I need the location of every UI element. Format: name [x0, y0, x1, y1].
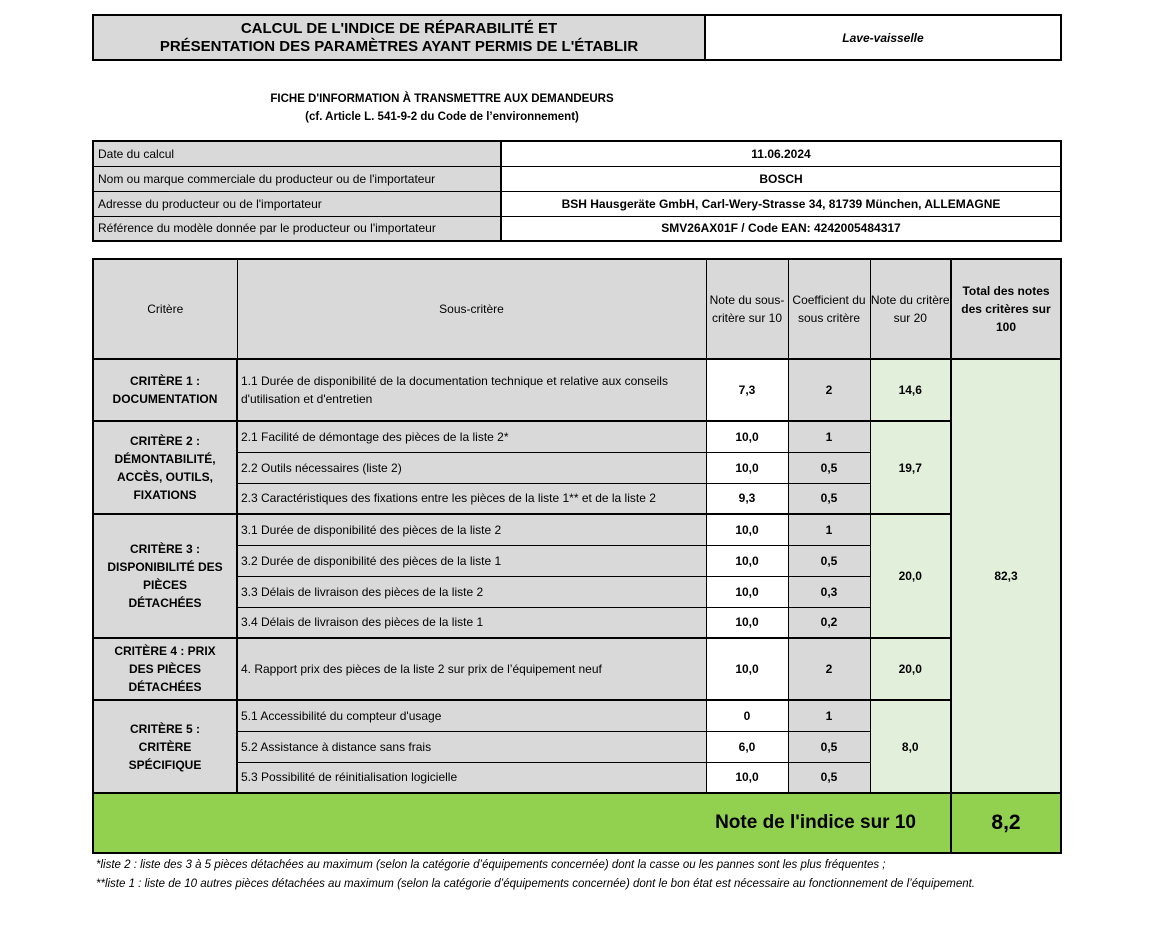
sub-criterion-coef: 0,5 [788, 452, 870, 483]
criterion-score: 20,0 [870, 638, 951, 700]
sub-criterion-coef: 0,2 [788, 607, 870, 638]
sub-criterion-label: 5.1 Accessibilité du compteur d'usage [237, 700, 706, 731]
sub-criterion-note: 7,3 [706, 359, 788, 421]
sub-criterion-label: 3.4 Délais de livraison des pièces de la liste 1 [237, 607, 706, 638]
col-header-sous-critere: Sous-critère [237, 259, 706, 359]
sub-criterion-label: 2.2 Outils nécessaires (liste 2) [237, 452, 706, 483]
table-row [93, 638, 1061, 700]
footnote-liste-2: *liste 2 : liste des 3 à 5 pièces détachées au maximum (selon la catégorie d’équipements concernée) dont la casse ou les pannes sont les plus fréquentes ; [96, 859, 886, 871]
sub-criterion-note: 10,0 [706, 576, 788, 607]
total-score: 82,3 [951, 359, 1061, 793]
sub-criterion-note: 10,0 [706, 421, 788, 452]
table-row [93, 700, 1061, 731]
table-row [93, 359, 1061, 421]
info-row-address [93, 191, 1061, 216]
criterion-name: CRITÈRE 2 : DÉMONTABILITÉ, ACCÈS, OUTILS, FIXATIONS [93, 421, 237, 514]
sub-criterion-coef: 1 [788, 421, 870, 452]
title-line-2: PRÉSENTATION DES PARAMÈTRES AYANT PERMIS DE L'ÉTABLIR [159, 37, 639, 55]
title-line-1: CALCUL DE L'INDICE DE RÉPARABILITÉ ET [240, 19, 558, 37]
col-header-coef: Coefficient du sous critère [788, 259, 870, 359]
sub-criterion-coef: 1 [788, 514, 870, 545]
col-header-note-sous: Note du sous-critère sur 10 [706, 259, 788, 359]
criterion-name: CRITÈRE 3 : DISPONIBILITÉ DES PIÈCES DÉTACHÉES [93, 514, 237, 638]
info-value: SMV26AX01F / Code EAN: 4242005484317 [501, 216, 1061, 241]
sub-criterion-label: 3.3 Délais de livraison des pièces de la liste 2 [237, 576, 706, 607]
criterion-score: 20,0 [870, 514, 951, 638]
sub-criterion-coef: 0,5 [788, 762, 870, 793]
sub-criterion-coef: 1 [788, 700, 870, 731]
footnotes [96, 856, 1156, 894]
criterion-name: CRITÈRE 4 : PRIX DES PIÈCES DÉTACHÉES [93, 638, 237, 700]
sub-criterion-coef: 0,5 [788, 731, 870, 762]
sub-criterion-note: 10,0 [706, 514, 788, 545]
info-label: Référence du modèle donnée par le producteur ou l'importateur [93, 216, 501, 241]
sub-criterion-note: 0 [706, 700, 788, 731]
sub-criterion-note: 10,0 [706, 545, 788, 576]
info-row-reference [93, 216, 1061, 241]
col-header-critere: Critère [93, 259, 237, 359]
info-row-date [93, 141, 1061, 166]
table-row [93, 514, 1061, 545]
table-row [93, 421, 1061, 452]
fiche-heading [92, 90, 792, 126]
sub-criterion-note: 9,3 [706, 483, 788, 514]
sub-criterion-label: 3.2 Durée de disponibilité des pièces de la liste 1 [237, 545, 706, 576]
fiche-line-2: (cf. Article L. 541-9-2 du Code de l’environnement) [305, 111, 579, 123]
info-value: BOSCH [501, 166, 1061, 191]
fiche-line-1: FICHE D'INFORMATION À TRANSMETTRE AUX DEMANDEURS [270, 93, 614, 105]
info-value: 11.06.2024 [501, 141, 1061, 166]
sub-criterion-label: 1.1 Durée de disponibilité de la documentation technique et relative aux conseils d'utilisation et d'entretien [237, 359, 706, 421]
product-type: Lave-vaisselle [705, 15, 1061, 60]
criterion-score: 14,6 [870, 359, 951, 421]
sub-criterion-label: 2.1 Facilité de démontage des pièces de la liste 2* [237, 421, 706, 452]
sub-criterion-coef: 0,3 [788, 576, 870, 607]
sub-criterion-coef: 0,5 [788, 483, 870, 514]
sub-criterion-coef: 2 [788, 359, 870, 421]
sub-criterion-label: 3.1 Durée de disponibilité des pièces de la liste 2 [237, 514, 706, 545]
sub-criterion-note: 10,0 [706, 762, 788, 793]
criterion-name: CRITÈRE 1 : DOCUMENTATION [93, 359, 237, 421]
sub-criterion-coef: 0,5 [788, 545, 870, 576]
sub-criterion-coef: 2 [788, 638, 870, 700]
sub-criterion-note: 10,0 [706, 638, 788, 700]
info-value: BSH Hausgeräte GmbH, Carl-Wery-Strasse 34, 81739 München, ALLEMAGNE [501, 191, 1061, 216]
index-label: Note de l'indice sur 10 [93, 793, 951, 853]
index-row [93, 793, 1061, 853]
sub-criterion-label: 4. Rapport prix des pièces de la liste 2 sur prix de l’équipement neuf [237, 638, 706, 700]
index-value: 8,2 [951, 793, 1061, 853]
header-box [92, 14, 1062, 61]
sub-criterion-label: 5.2 Assistance à distance sans frais [237, 731, 706, 762]
sub-criterion-label: 2.3 Caractéristiques des fixations entre les pièces de la liste 1** et de la liste 2 [237, 483, 706, 514]
col-header-total: Total des notes des critères sur 100 [951, 259, 1061, 359]
page-title [93, 15, 705, 60]
criterion-score: 8,0 [870, 700, 951, 793]
info-label: Date du calcul [93, 141, 501, 166]
sub-criterion-note: 10,0 [706, 607, 788, 638]
info-row-brand [93, 166, 1061, 191]
footnote-liste-1: **liste 1 : liste de 10 autres pièces détachées au maximum (selon la catégorie d’équipements concernée) dont le bon état est nécessaire au fonctionnement de l’équipement. [96, 878, 975, 890]
criterion-name: CRITÈRE 5 : CRITÈRE SPÉCIFIQUE [93, 700, 237, 793]
sub-criterion-label: 5.3 Possibilité de réinitialisation logicielle [237, 762, 706, 793]
sub-criterion-note: 6,0 [706, 731, 788, 762]
info-label: Nom ou marque commerciale du producteur ou de l'importateur [93, 166, 501, 191]
col-header-note-critere: Note du critère sur 20 [870, 259, 951, 359]
info-table [92, 140, 1062, 242]
criterion-score: 19,7 [870, 421, 951, 514]
info-label: Adresse du producteur ou de l'importateur [93, 191, 501, 216]
sub-criterion-note: 10,0 [706, 452, 788, 483]
criteria-table [92, 258, 1062, 854]
table-header-row [93, 259, 1061, 359]
